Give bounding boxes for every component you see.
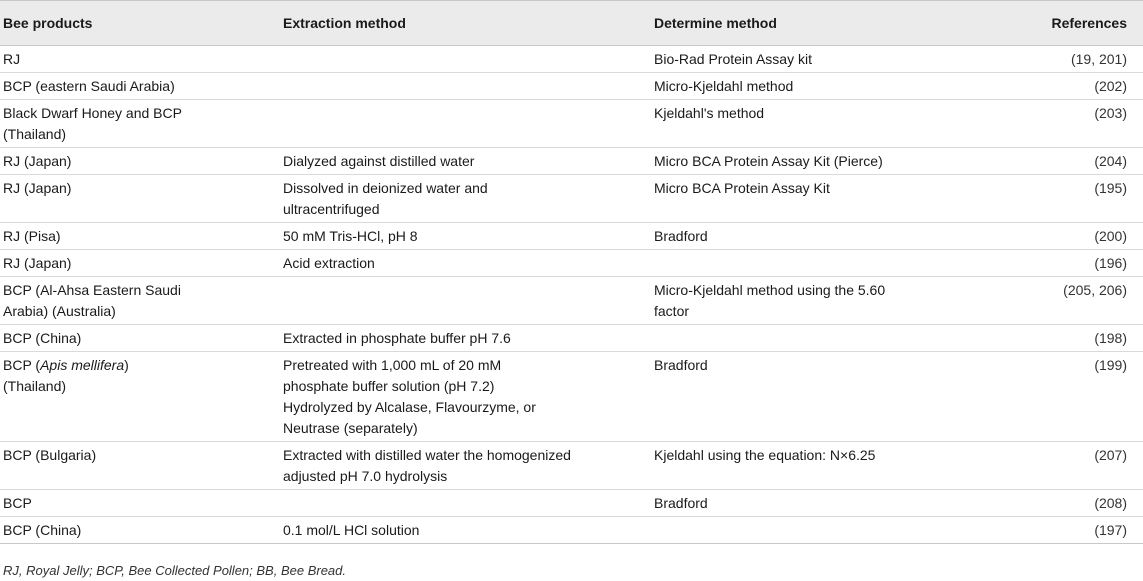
table-row bbox=[0, 352, 1143, 442]
cell-determine: Micro BCA Protein Assay Kit bbox=[651, 175, 1013, 223]
cell-extraction bbox=[280, 277, 651, 325]
cell-reference: (200) bbox=[1013, 223, 1143, 250]
cell-extraction bbox=[280, 175, 651, 223]
table-row bbox=[0, 223, 1143, 250]
cell-extraction bbox=[280, 490, 651, 517]
cell-product bbox=[0, 100, 280, 148]
cell-extraction: 0.1 mol/L HCl solution bbox=[280, 517, 651, 544]
cell-determine: Kjeldahl's method bbox=[651, 100, 1013, 148]
header-references: References bbox=[1013, 1, 1143, 46]
cell-extraction: 50 mM Tris-HCl, pH 8 bbox=[280, 223, 651, 250]
cell-extraction bbox=[280, 73, 651, 100]
cell-extraction-text: Dissolved in deionized water and ultracentrifuged bbox=[283, 180, 488, 217]
cell-reference: (197) bbox=[1013, 517, 1143, 544]
cell-product bbox=[0, 277, 280, 325]
cell-extraction bbox=[280, 442, 651, 490]
table-row bbox=[0, 175, 1143, 223]
cell-product: BCP (China) bbox=[0, 517, 280, 544]
cell-determine: Micro-Kjeldahl method bbox=[651, 73, 1013, 100]
cell-product: BCP (China) bbox=[0, 325, 280, 352]
cell-determine: Kjeldahl using the equation: N×6.25 bbox=[651, 442, 1013, 490]
cell-determine bbox=[651, 250, 1013, 277]
cell-reference: (19, 201) bbox=[1013, 46, 1143, 73]
cell-extraction: Extracted in phosphate buffer pH 7.6 bbox=[280, 325, 651, 352]
cell-extraction bbox=[280, 100, 651, 148]
cell-product-text: Black Dwarf Honey and BCP (Thailand) bbox=[3, 105, 182, 142]
cell-reference: (208) bbox=[1013, 490, 1143, 517]
cell-extraction: Acid extraction bbox=[280, 250, 651, 277]
cell-product: RJ (Japan) bbox=[0, 175, 280, 223]
cell-product: BCP (eastern Saudi Arabia) bbox=[0, 73, 280, 100]
table-row bbox=[0, 100, 1143, 148]
table-row bbox=[0, 442, 1143, 490]
cell-product-species: Apis mellifera bbox=[40, 357, 125, 373]
cell-product: RJ (Japan) bbox=[0, 250, 280, 277]
cell-determine-text: Micro-Kjeldahl method using the 5.60 factor bbox=[654, 282, 886, 319]
cell-determine bbox=[651, 277, 1013, 325]
cell-product: BCP bbox=[0, 490, 280, 517]
cell-reference: (207) bbox=[1013, 442, 1143, 490]
header-determine-method: Determine method bbox=[651, 1, 1013, 46]
cell-determine bbox=[651, 325, 1013, 352]
table-row bbox=[0, 250, 1143, 277]
cell-determine: Bradford bbox=[651, 490, 1013, 517]
cell-product: RJ (Japan) bbox=[0, 148, 280, 175]
cell-reference: (195) bbox=[1013, 175, 1143, 223]
cell-extraction bbox=[280, 46, 651, 73]
cell-reference: (205, 206) bbox=[1013, 277, 1143, 325]
cell-reference: (203) bbox=[1013, 100, 1143, 148]
cell-determine: Bio-Rad Protein Assay kit bbox=[651, 46, 1013, 73]
cell-product bbox=[0, 352, 280, 442]
cell-determine: Micro BCA Protein Assay Kit (Pierce) bbox=[651, 148, 1013, 175]
cell-product-prefix: BCP ( bbox=[3, 357, 41, 373]
table-row bbox=[0, 46, 1143, 73]
cell-reference: (202) bbox=[1013, 73, 1143, 100]
cell-reference: (204) bbox=[1013, 148, 1143, 175]
table-row bbox=[0, 490, 1143, 517]
cell-extraction bbox=[280, 352, 651, 442]
table-row bbox=[0, 277, 1143, 325]
table-row bbox=[0, 325, 1143, 352]
cell-reference: (198) bbox=[1013, 325, 1143, 352]
cell-determine bbox=[651, 517, 1013, 544]
header-row bbox=[0, 1, 1143, 46]
cell-product: RJ (Pisa) bbox=[0, 223, 280, 250]
table-row bbox=[0, 517, 1143, 544]
cell-extraction-text: Extracted with distilled water the homogenized adjusted pH 7.0 hydrolysis bbox=[283, 447, 571, 484]
table-row bbox=[0, 148, 1143, 175]
cell-reference: (199) bbox=[1013, 352, 1143, 442]
header-bee-products: Bee products bbox=[0, 1, 280, 46]
table-row bbox=[0, 73, 1143, 100]
header-extraction-method: Extraction method bbox=[280, 1, 651, 46]
cell-determine: Bradford bbox=[651, 223, 1013, 250]
cell-extraction-text: Pretreated with 1,000 mL of 20 mM phosphate buffer solution (pH 7.2) Hydrolyzed by Alcalase, Flavourzyme, or Neutrase (separately) bbox=[283, 357, 536, 436]
cell-determine: Bradford bbox=[651, 352, 1013, 442]
table-footnote: RJ, Royal Jelly; BCP, Bee Collected Pollen; BB, Bee Bread. bbox=[3, 563, 346, 578]
cell-product-suffix: ) (Thailand) bbox=[3, 357, 129, 394]
cell-reference: (196) bbox=[1013, 250, 1143, 277]
cell-product: BCP (Bulgaria) bbox=[0, 442, 280, 490]
cell-product: RJ bbox=[0, 46, 280, 73]
cell-product-text: BCP (Al-Ahsa Eastern Saudi Arabia) (Australia) bbox=[3, 282, 181, 319]
cell-extraction: Dialyzed against distilled water bbox=[280, 148, 651, 175]
